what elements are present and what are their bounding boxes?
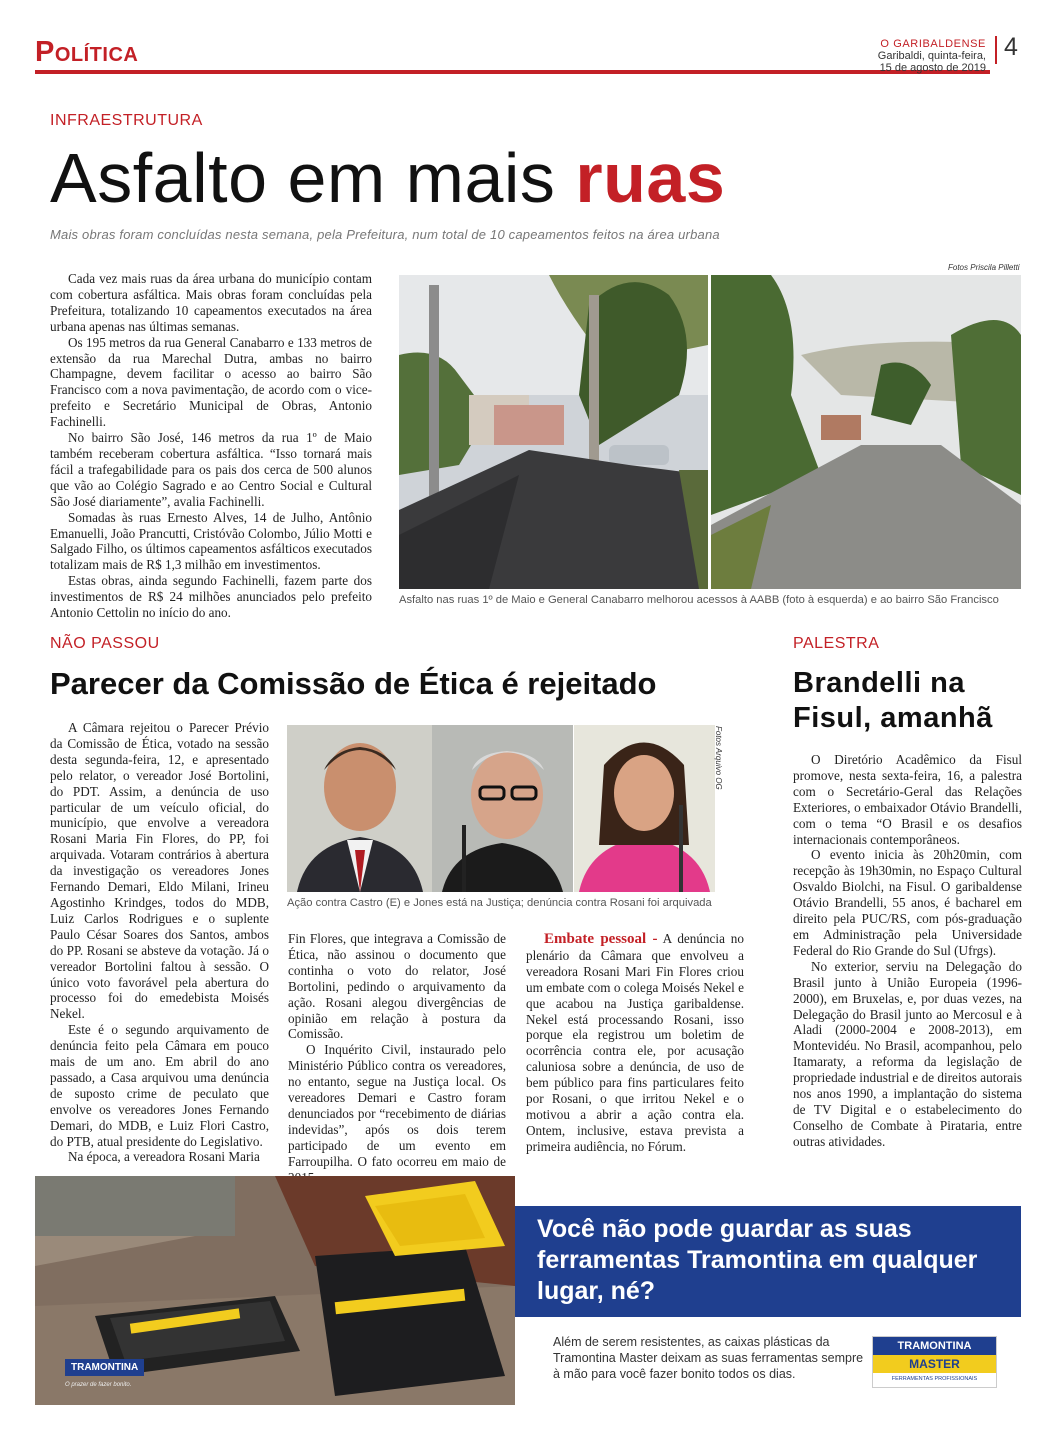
ad-headline: Você não pode guardar as suas ferramentas Tramontina em qualquer lugar, né? (515, 1206, 1021, 1317)
page-divider (995, 36, 997, 64)
section-title: Política (35, 36, 139, 68)
headline-part1: Asfalto em mais (50, 139, 576, 217)
tramontina-master-logo (872, 1336, 997, 1388)
third-body (793, 752, 1022, 1150)
third-paragraph: O Diretório Acadêmico da Fisul promove, nesta sexta-feira, 16, a palestra com o Secretário-Geral das Relações Exteriores, o embaixador Otávio Brandelli, com o tema “O Brasil e os desafios internacionais contemporâneos. (793, 752, 1022, 847)
headline-part2: ruas (575, 139, 726, 217)
main-body (50, 271, 372, 621)
second-paragraph: Este é o segundo arquivamento de denúncia feito pela Câmara em pouco mais de um ano. Em abril do ano passado, a Casa arquivou uma denúncia de suposto crime de peculato que envolve os vereadores Jones Fernando Demari, do MDB, e Luiz Flori Castro, do PTB, atual presidente do Legislativo. (50, 1022, 269, 1149)
second-kicker: NÃO PASSOU (50, 635, 160, 652)
third-kicker: PALESTRA (793, 635, 880, 652)
dateline-line1: Garibaldi, quinta-feira, (877, 50, 986, 62)
second-photo-caption: Ação contra Castro (E) e Jones está na Justiça; denúncia contra Rosani foi arquivada (287, 897, 712, 909)
second-paragraph: Na época, a vereadora Rosani Maria (68, 1149, 260, 1165)
second-headline: Parecer da Comissão de Ética é rejeitado (50, 666, 657, 701)
header-rule (35, 70, 990, 74)
main-paragraph: Os 195 metros da rua General Canabarro e 133 metros de extensão da rua Marechal Dutra, ambas no bairro Champagne, devem facilitar o acesso ao bairro São Francisco com a nova pavimentação, de acordo com o vice-prefeito e Secretário Municipal de Obras, Antonio Fachinelli. (50, 334, 372, 430)
logo-bottom: MASTER (873, 1355, 996, 1373)
logo-tagline: FERRAMENTAS PROFISSIONAIS (891, 1376, 978, 1382)
main-deck: Mais obras foram concluídas nesta semana, pela Prefeitura, num total de 10 capeamentos feitos na área urbana (50, 227, 720, 242)
third-paragraph: No exterior, serviu na Delegação do Brasil junto à União Europeia (1996-2000), em Bruxelas, e, por duas vezes, na Delegação do Brasil junto ao Mercosul e à Aladi (2000-2004 e 2008-2013), em Montevidéu. No Brasil, acompanhou, pelo Itamaraty, a reforma da legislação de propriedade industrial e de direitos autorais nos anos 1990, a implantação do sistema de TV Digital e o estabelecimento do Conselho de Combate à Pirataria, entre outras atividades. (793, 958, 1022, 1149)
portrait-jones (432, 725, 573, 892)
third-paragraph: O evento inicia às 20h20min, com recepção às 19h30min, no Espaço Cultural Osvaldo Biolchi, na Fisul. O garibaldense Otávio Brandelli, 55 anos, é bacharel em direito pela PUC/RS, com pós-graduação em Administração pela Universidade Federal do Rio Grande do Sul (Ufrgs). (793, 847, 1022, 958)
ad-small-logo: TRAMONTINA (65, 1359, 144, 1376)
page-number: 4 (1004, 33, 1018, 61)
tramontina-advertisement[interactable] (35, 1176, 1021, 1405)
street-photo-left (399, 275, 708, 589)
embate-subhead: Embate pessoal - (544, 931, 658, 947)
second-paragraph: Fin Flores, que integrava a Comissão de Ética, não assinou o documento que continha o voto do relator, José Bortolini, pedindo o arquivamento da ação. Rosani alegou divergências de opinião em relação à postura da Comissão. (288, 931, 506, 1042)
main-headline (50, 136, 725, 220)
main-photo-credit: Fotos Priscila Pilletti (948, 263, 1020, 272)
ad-body: Além de serem resistentes, as caixas plásticas da Tramontina Master deixam as suas ferramentas sempre à mão para você fazer bonito todos os dias. (553, 1335, 864, 1381)
main-paragraph: No bairro São José, 146 metros da rua 1º de Maio também receberam cobertura asfáltica. “Isso tornará mais fácil a trafegabilidade para os pais dos cerca de 500 alunos que vão ao Colégio Sagrado e ao Centro Social e Cultural São José diariamente”, avalia Fachinelli. (50, 430, 372, 509)
ad-slogan: O prazer de fazer bonito. (65, 1382, 132, 1388)
publication-name: O GARIBALDENSE (880, 38, 986, 50)
main-paragraph: Estas obras, ainda segundo Fachinelli, fazem parte dos investimentos de R$ 24 milhões anunciados pelo prefeito Antonio Cettolin no início do ano. (50, 573, 372, 621)
logo-top: TRAMONTINA (873, 1337, 996, 1355)
second-paragraph: A denúncia no plenário da Câmara que envolveu a vereadora Rosani Mari Fin Flores criou um embate com o colega Moisés Nekel e que acabou na Justiça garibaldense. Nekel está processando Rosani, isso porque ela registrou um boletim de ocorrência contra ele, por acusação caluniosa sobre a denúncia, de uso de bem público para fins particulares feito por Rosani, o que irritou Nekel e o motivou a abrir a ação contra ela. Ontem, inclusive, estava prevista a primeira audiência, no Fórum. (526, 931, 744, 1154)
portrait-rosani (574, 725, 715, 892)
portrait-castro (287, 725, 433, 892)
main-paragraph: Cada vez mais ruas da área urbana do município contam com cobertura asfáltica. Mais obras foram concluídas pela Prefeitura, totalizando 10 capeamentos executados na área urbana apenas nas últimas semanas. (50, 271, 372, 334)
second-col1 (50, 720, 269, 1165)
second-paragraph: A Câmara rejeitou o Parecer Prévio da Comissão de Ética, votado na sessão desta segunda-feira, 12, e apresentado pelo relator, o vereador José Bortolini, do PDT. Assim, a denúncia de uso particular de um veículo oficial, do município, que envolve a vereadora Rosani Maria Fin Flores, do PP, foi arquivada. Votaram contrários à abertura da investigação os vereadores Jones Fernando Demari, Eldo Milani, Irineu Agostinho Krindges, todos do MDB, Luiz Carlos Rodrigues e o suplente Paulo César Soares dos Santos, ambos do PP. Rosani se absteve da votação. Já o vereador Bortolini faltou à sessão. O único voto favorável pela abertura do processo foi do emedebista Moisés Nekel. (50, 720, 269, 1022)
street-photo-right (711, 275, 1021, 589)
publication-info (878, 38, 986, 74)
dateline-line2: 15 de agosto de 2019 (879, 62, 986, 74)
second-col2 (288, 931, 506, 1186)
second-col3 (526, 931, 744, 1155)
main-paragraph: Somadas às ruas Ernesto Alves, 14 de Julho, Antônio Emanuelli, João Prancutti, Cristóvão Colombo, Júlio Motti e Salgado Filho, os últimos capeamentos asfálticos executados totalizam mais de R$ 1,3 milhão em investimentos. (50, 509, 372, 573)
main-photo-caption: Asfalto nas ruas 1º de Maio e General Canabarro melhorou acessos à AABB (foto à esquerda) e ao bairro São Francisco (399, 594, 999, 606)
main-kicker: INFRAESTRUTURA (50, 112, 203, 129)
second-paragraph: O Inquérito Civil, instaurado pelo Ministério Público contra os vereadores, no entanto, segue na Justiça local. Os vereadores Demari e Castro foram denunciados por “recebimento de diárias indevidas”, após os dois terem participado de um evento em Farroupilha. O fato ocorreu em maio de (288, 1042, 506, 1169)
third-headline: Brandelli na Fisul, amanhã (793, 667, 993, 734)
second-photo-credit: Fotos Arquivo OG (714, 726, 723, 790)
